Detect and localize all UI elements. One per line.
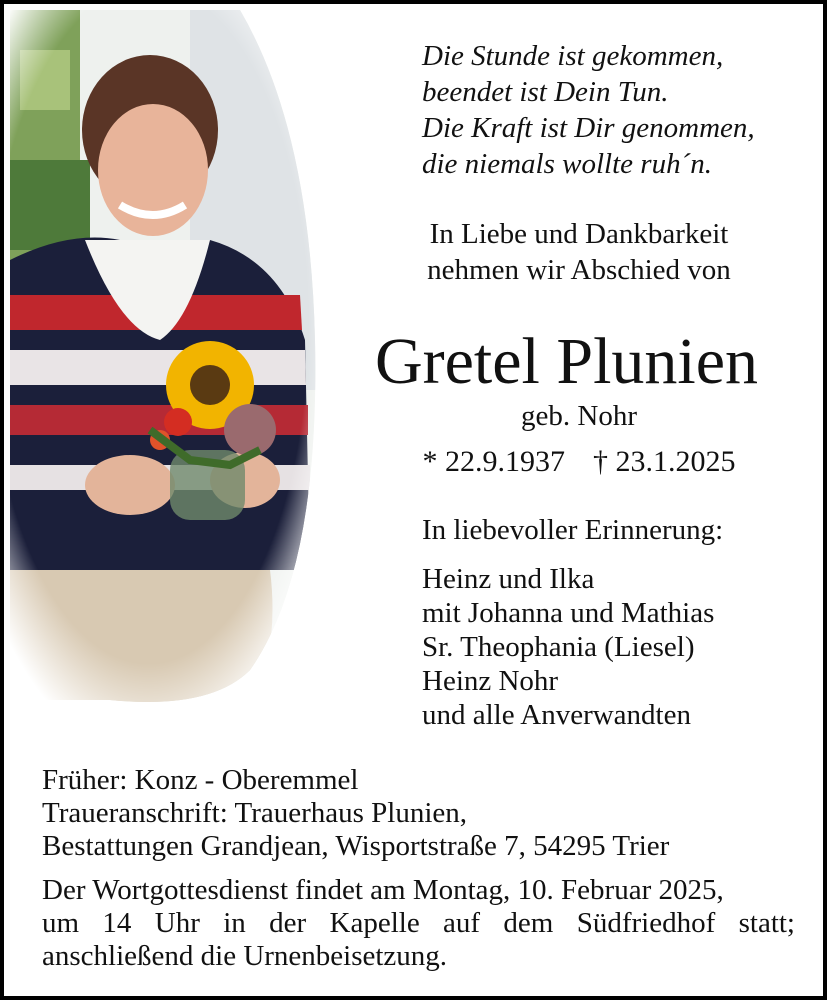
memory-heading: In liebevoller Erinnerung: [422,514,724,546]
mourner-name: mit Johanna und Mathias [422,597,715,629]
service-line-2: um 14 Uhr in der Kapelle auf dem Südfriedhof statt; [42,907,795,939]
death-date: † 23.1.2025 [593,445,736,478]
mourner-name: Heinz Nohr [422,665,559,697]
funeral-home: Bestattungen Grandjean, Wisportstraße 7, 54295 Trier [42,830,670,862]
poem-line: beendet ist Dein Tun. [422,76,669,108]
service-info [42,874,795,973]
intro-line-2: nehmen wir Abschied von [427,254,731,286]
mourner-name: und alle Anverwandten [422,699,691,731]
service-line-3: anschließend die Urnenbeisetzung. [42,940,448,972]
address-block [42,764,812,863]
poem-line: Die Stunde ist gekommen, [422,40,724,72]
poem-line: Die Kraft ist Dir genommen, [422,112,755,144]
mourner-name: Sr. Theophania (Liesel) [422,631,695,663]
maiden-name: geb. Nohr [521,400,637,432]
portrait-photo [10,10,340,710]
poem-line: die niemals wollte ruh´n. [422,148,712,180]
intro-line-1: In Liebe und Dankbarkeit [429,218,729,250]
mourning-address: Traueranschrift: Trauerhaus Plunien, [42,797,468,829]
mourner-name: Heinz und Ilka [422,563,595,595]
birth-date: * 22.9.1937 [422,445,565,478]
former-residence: Früher: Konz - Oberemmel [42,764,359,796]
memorial-poem [422,38,812,182]
mourners-list [422,562,822,732]
deceased-name: Gretel Plunien [374,325,759,398]
service-line-1: Der Wortgottesdienst findet am Montag, 10. Februar 2025, [42,874,724,906]
life-dates [334,444,824,480]
farewell-intro [334,216,824,288]
